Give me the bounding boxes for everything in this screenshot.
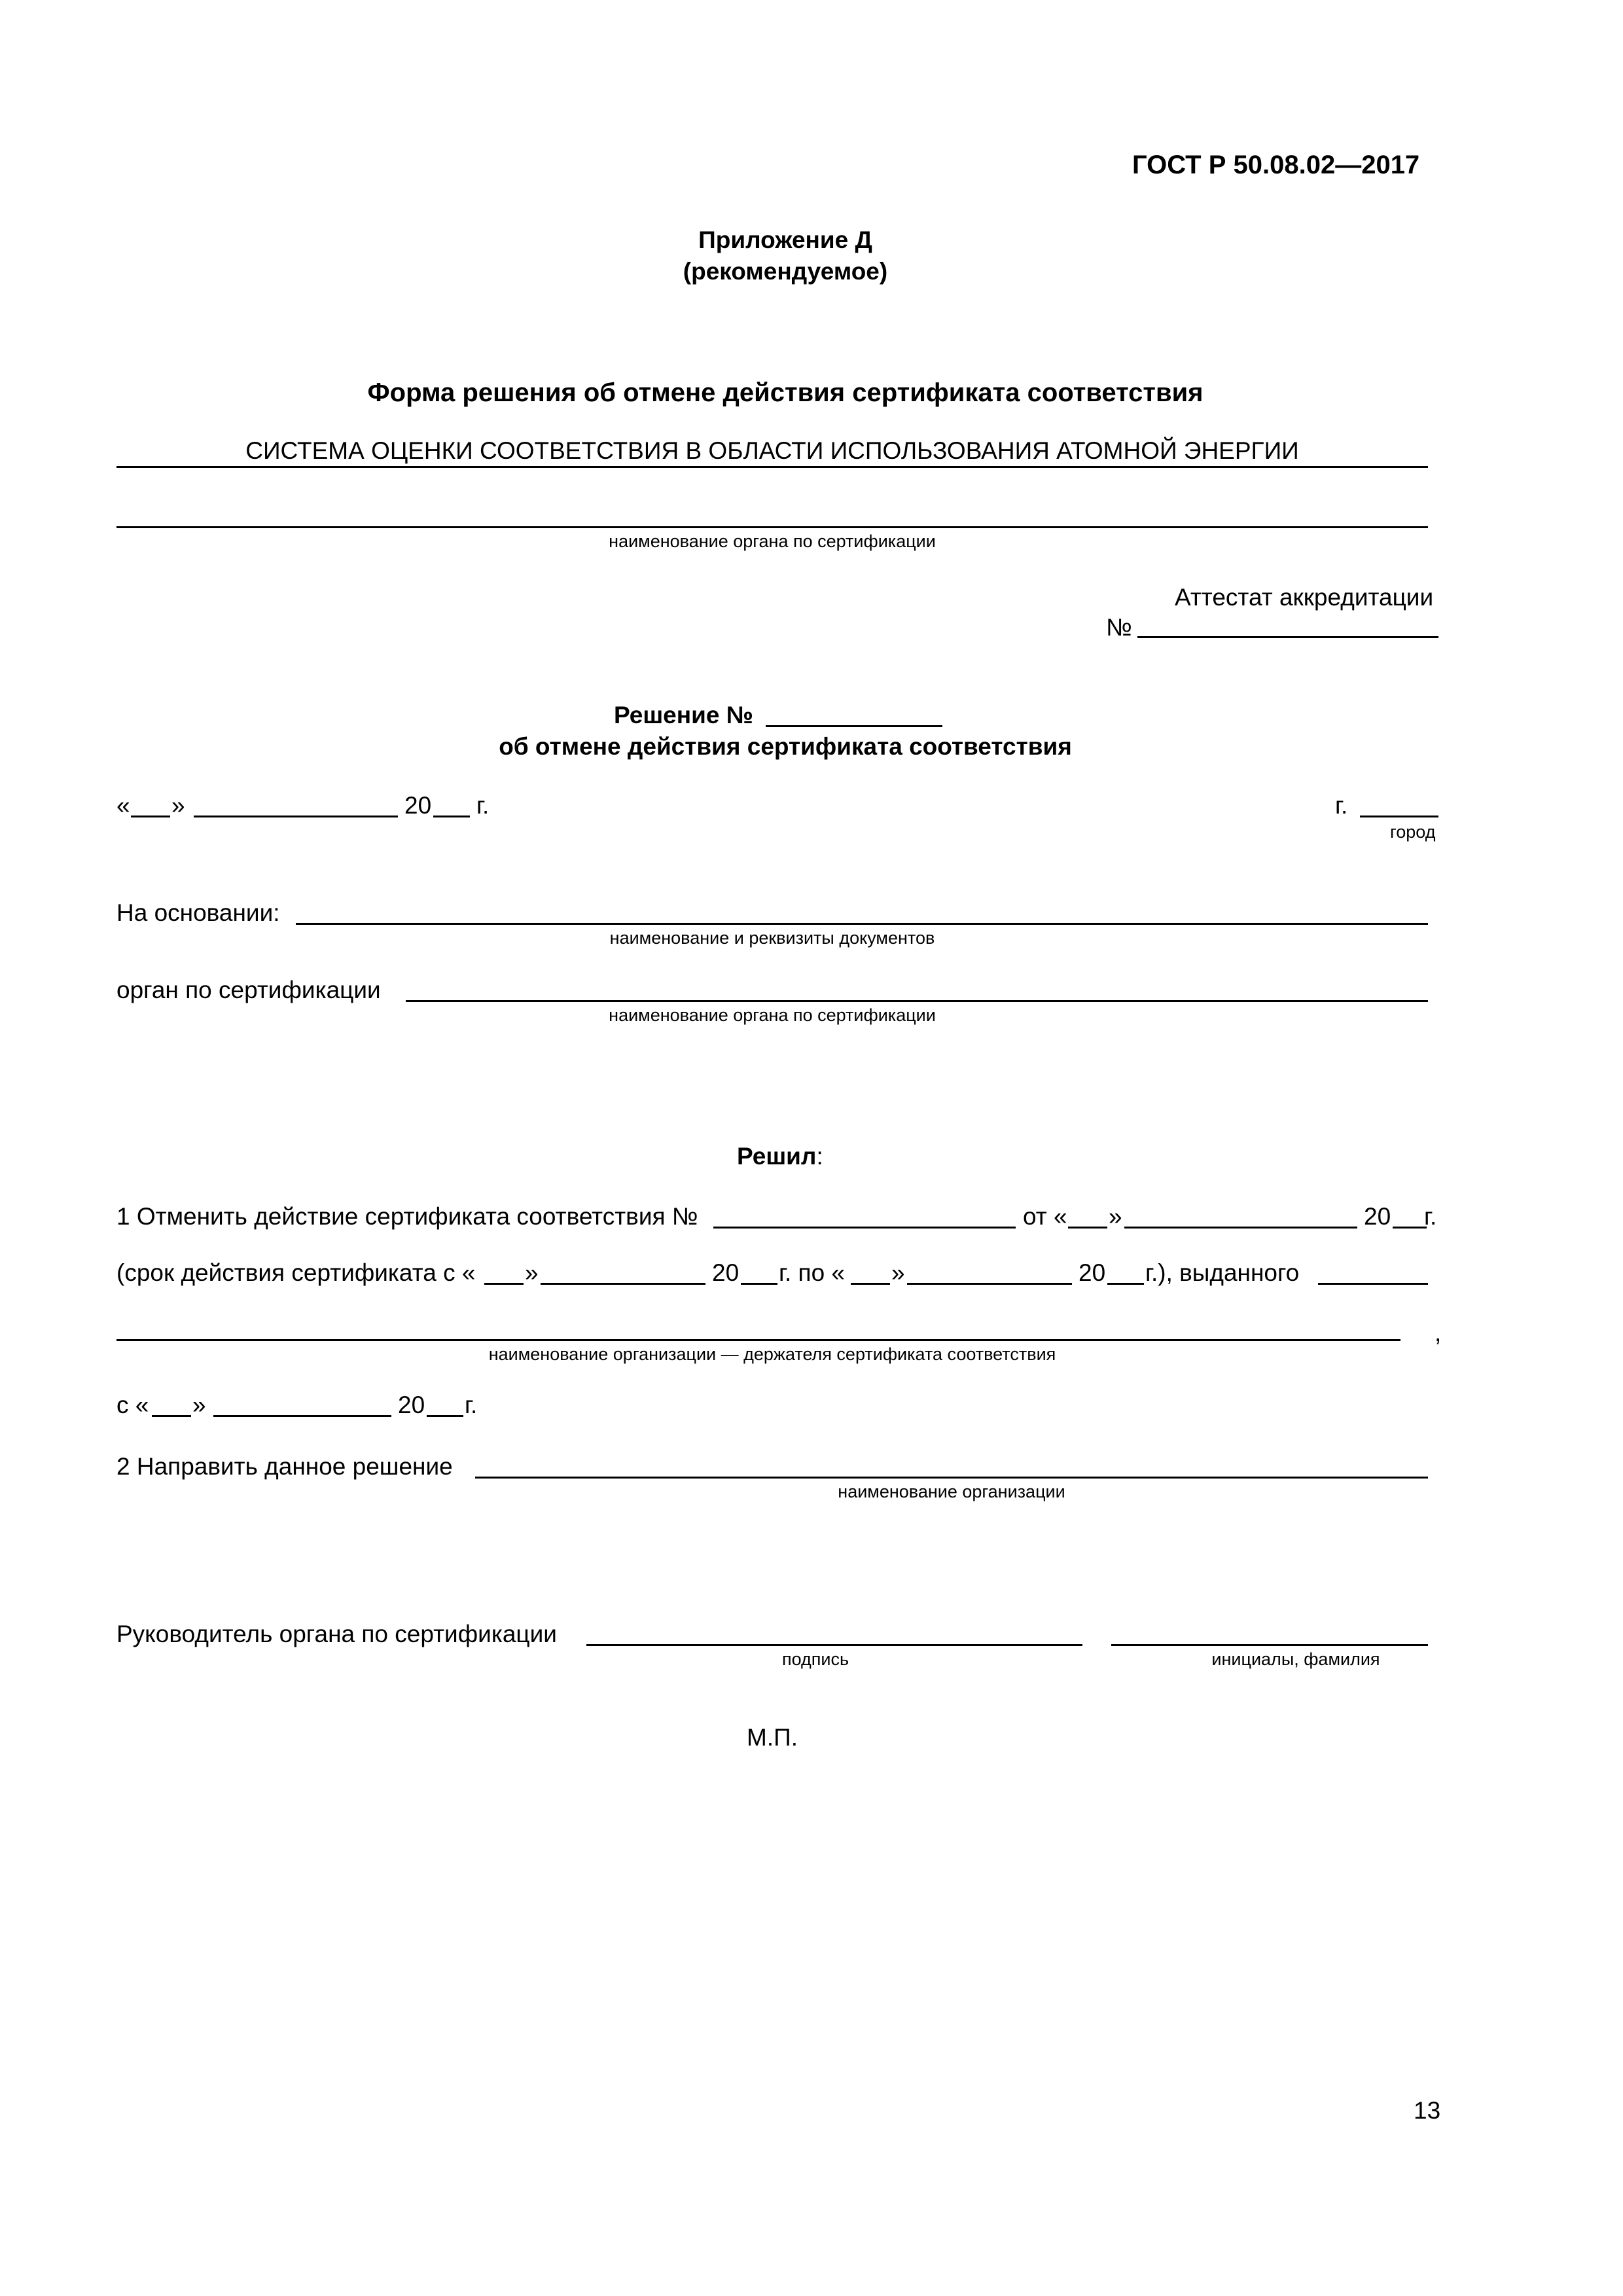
date-year-line[interactable] — [433, 816, 470, 817]
date-open-quote: « — [116, 792, 130, 819]
organ-caption: наименование органа по сертификации — [609, 1005, 936, 1025]
organ-label: орган по сертификации — [116, 977, 381, 1003]
basis-label: На основании: — [116, 899, 280, 926]
date-close-quote: » — [171, 792, 185, 819]
item1-from: от « — [1023, 1203, 1067, 1230]
date-year-prefix: 20 — [404, 792, 432, 819]
body-name-caption: наименование органа по сертификации — [609, 531, 936, 551]
issued-to-line[interactable] — [1318, 1283, 1428, 1285]
system-name: СИСТЕМА ОЦЕНКИ СООТВЕТСТВИЯ В ОБЛАСТИ ИСПОЛЬЗОВАНИЯ АТОМНОЙ ЭНЕРГИИ — [245, 437, 1299, 464]
organ-line[interactable] — [406, 1000, 1428, 1002]
validity-month2-line[interactable] — [907, 1283, 1072, 1285]
since-year-line[interactable] — [427, 1415, 463, 1417]
item1-year-prefix: 20 — [1364, 1203, 1391, 1230]
resolved-colon: : — [816, 1143, 823, 1170]
city-prefix: г. — [1335, 792, 1348, 819]
validity-end: г.), выданного — [1145, 1259, 1300, 1286]
since-year-suffix: г. — [465, 1391, 478, 1418]
holder-line[interactable] — [116, 1339, 1400, 1341]
item1-close-quote: » — [1109, 1203, 1122, 1230]
validity-close-quote: » — [525, 1259, 539, 1286]
city-caption: город — [1390, 822, 1436, 842]
holder-caption: наименование организации — держателя сертификата соответствия — [488, 1344, 1056, 1364]
page-number: 13 — [1414, 2097, 1441, 2124]
validity-month-line[interactable] — [541, 1283, 705, 1285]
item2-line[interactable] — [475, 1477, 1428, 1479]
signature-line[interactable] — [586, 1644, 1082, 1646]
accreditation-label: Аттестат аккредитации — [1175, 584, 1434, 611]
validity-year2-prefix: 20 — [1079, 1259, 1106, 1286]
date-day-line[interactable] — [131, 816, 170, 817]
date-year-suffix: г. — [476, 792, 490, 819]
city-line[interactable] — [1360, 816, 1438, 817]
name-line[interactable] — [1111, 1644, 1428, 1646]
decision-number-line[interactable] — [766, 725, 942, 727]
annex-title: Приложение Д — [698, 226, 872, 253]
standard-number: ГОСТ Р 50.08.02—2017 — [1132, 151, 1420, 179]
accreditation-number-sign: № — [1106, 614, 1132, 641]
validity-close-quote-2: » — [891, 1259, 905, 1286]
resolved-label: Решил — [737, 1143, 817, 1170]
decision-title: Решение № — [614, 702, 753, 728]
item1-day-line[interactable] — [1068, 1227, 1107, 1229]
validity-year-line[interactable] — [741, 1283, 777, 1285]
body-name-line[interactable] — [116, 526, 1428, 528]
item1-month-line[interactable] — [1124, 1227, 1357, 1229]
since-open: с « — [116, 1391, 149, 1418]
stamp-place: М.П. — [747, 1724, 798, 1751]
basis-caption: наименование и реквизиты документов — [609, 928, 935, 948]
item2-caption: наименование организации — [838, 1482, 1065, 1501]
since-year-prefix: 20 — [398, 1391, 425, 1418]
annex-subtitle: (рекомендуемое) — [683, 258, 888, 285]
name-caption: инициалы, фамилия — [1211, 1649, 1380, 1669]
validity-year-prefix: 20 — [712, 1259, 740, 1286]
decision-subtitle: об отмене действия сертификата соответствия — [499, 733, 1072, 760]
accreditation-number-line[interactable] — [1137, 636, 1438, 638]
item1-year-line[interactable] — [1393, 1227, 1427, 1229]
form-title: Форма решения об отмене действия сертификата соответствия — [367, 378, 1204, 407]
system-name-line — [116, 466, 1428, 468]
item1-text: 1 Отменить действие сертификата соответствия № — [116, 1203, 698, 1230]
signature-caption: подпись — [781, 1649, 849, 1669]
since-day-line[interactable] — [152, 1415, 191, 1417]
validity-open: (срок действия сертификата с « — [116, 1259, 476, 1286]
validity-day-line[interactable] — [484, 1283, 524, 1285]
holder-comma: , — [1435, 1319, 1442, 1346]
date-month-line[interactable] — [194, 816, 398, 817]
basis-line[interactable] — [296, 923, 1428, 925]
signature-label: Руководитель органа по сертификации — [116, 1621, 557, 1647]
item1-cert-number-line[interactable] — [713, 1227, 1016, 1229]
validity-year2-line[interactable] — [1107, 1283, 1144, 1285]
validity-to: г. по « — [779, 1259, 846, 1286]
item2-text: 2 Направить данное решение — [116, 1453, 453, 1480]
validity-day2-line[interactable] — [851, 1283, 890, 1285]
since-close-quote: » — [192, 1391, 206, 1418]
item1-year-suffix: г. — [1424, 1203, 1437, 1230]
resolved-heading — [737, 1144, 823, 1168]
since-month-line[interactable] — [213, 1415, 391, 1417]
